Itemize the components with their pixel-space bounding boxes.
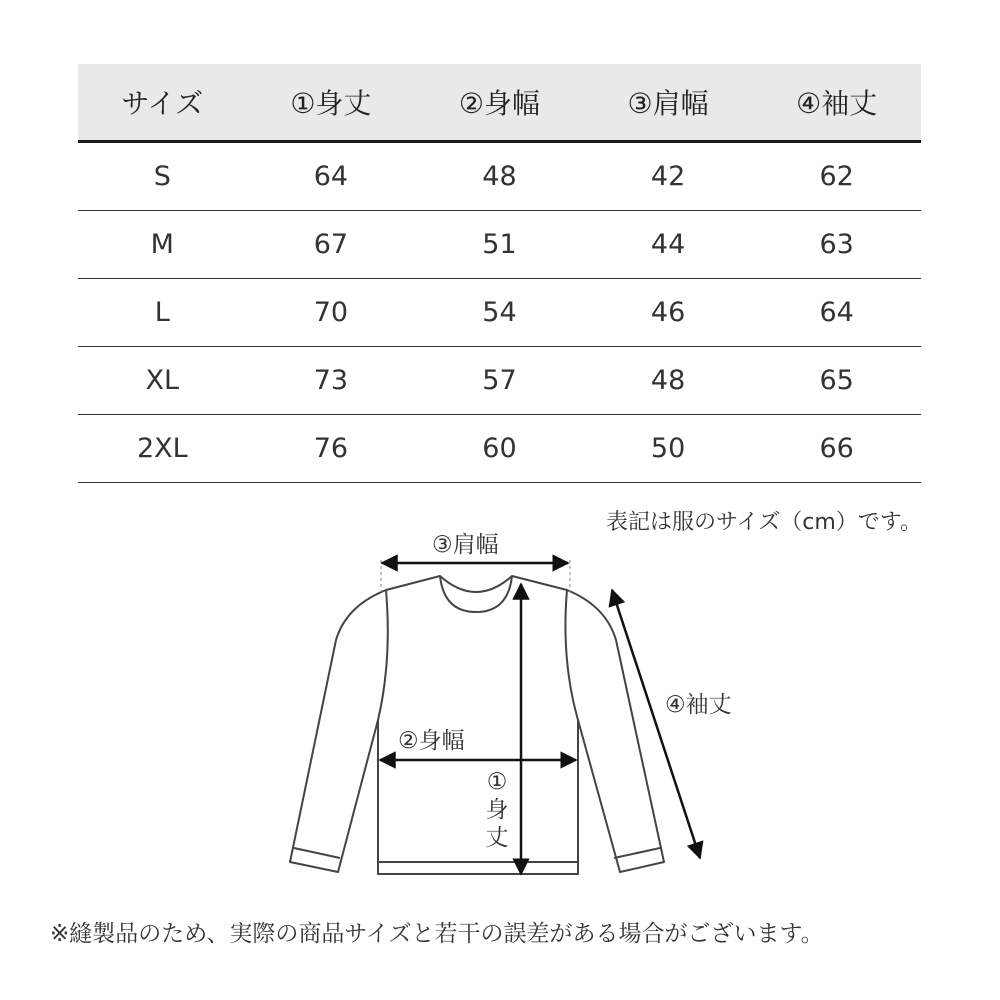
shirt-outline bbox=[290, 576, 664, 874]
table-cell: 48 bbox=[650, 365, 686, 396]
table-cell: 67 bbox=[313, 229, 349, 260]
table-cell: 48 bbox=[482, 161, 517, 192]
table-cell: 42 bbox=[650, 161, 686, 192]
sleeve-arrow bbox=[612, 590, 700, 858]
header-length: ①身丈 bbox=[290, 87, 372, 120]
table-cell: 66 bbox=[819, 433, 854, 464]
table-cell: 63 bbox=[819, 229, 854, 260]
right-cuff bbox=[614, 848, 660, 858]
table-cell: 50 bbox=[650, 433, 686, 464]
disclaimer-note: ※縫製品のため、実際の商品サイズと若干の誤差がある場合がございます。 bbox=[50, 921, 824, 947]
chest-label: ②身幅 bbox=[398, 728, 465, 754]
table-cell: 2XL bbox=[136, 433, 188, 464]
left-armhole bbox=[378, 590, 388, 720]
table-cell: 51 bbox=[482, 229, 517, 260]
table-cell: 60 bbox=[482, 433, 517, 464]
length-label-num: ① bbox=[486, 769, 508, 795]
header-size: サイズ bbox=[121, 87, 204, 120]
table-cell: S bbox=[153, 161, 171, 192]
table-cell: 57 bbox=[482, 365, 517, 396]
table-cell: 76 bbox=[313, 433, 349, 464]
length-label bbox=[483, 768, 511, 852]
table-cell: XL bbox=[145, 365, 180, 396]
shoulder-label: ③肩幅 bbox=[432, 532, 499, 558]
length-label-char1: 身 bbox=[485, 797, 509, 823]
table-cell: 73 bbox=[313, 365, 349, 396]
right-armhole bbox=[565, 590, 578, 720]
shirt-body bbox=[290, 576, 664, 874]
table-cell: 54 bbox=[482, 297, 517, 328]
table-cell: 46 bbox=[650, 297, 686, 328]
sleeve-label: ④袖丈 bbox=[665, 692, 732, 718]
table-cell: 65 bbox=[819, 365, 854, 396]
header-shoulder: ③肩幅 bbox=[627, 87, 709, 120]
shirt-collar bbox=[440, 576, 512, 612]
table-cell: 44 bbox=[650, 229, 686, 260]
left-cuff bbox=[294, 848, 340, 858]
table-cell: 70 bbox=[313, 297, 349, 328]
table-cell: L bbox=[154, 297, 170, 328]
unit-note: 表記は服のサイズ（cm）です。 bbox=[605, 510, 922, 535]
table-cell: M bbox=[150, 229, 174, 260]
length-label-char2: 丈 bbox=[485, 825, 509, 851]
header-width: ②身幅 bbox=[458, 87, 541, 120]
header-sleeve: ④袖丈 bbox=[796, 87, 878, 120]
table-cell: 64 bbox=[313, 161, 349, 192]
table-cell: 62 bbox=[819, 161, 854, 192]
table-cell: 64 bbox=[819, 297, 854, 328]
